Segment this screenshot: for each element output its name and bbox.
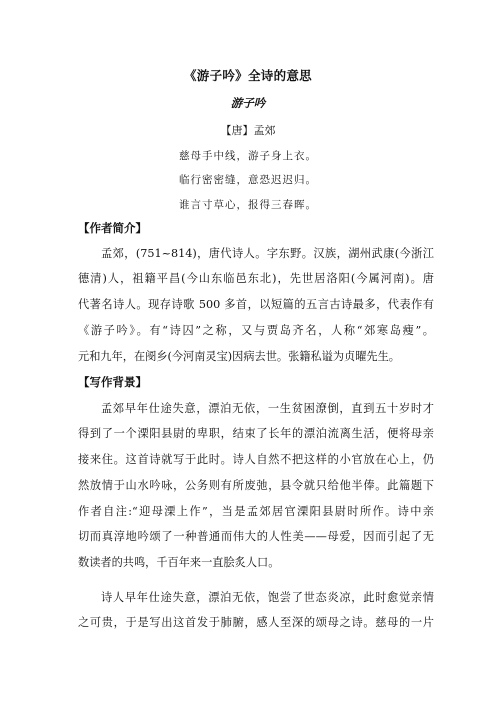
paragraph-line: 代著名诗人。现存诗歌 500 多首，以短篇的五言古诗最多，代表作有	[78, 298, 434, 311]
section-heading-background: 【写作背景】	[78, 375, 147, 389]
section-heading-author-intro: 【作者简介】	[78, 221, 147, 235]
poem-verse: 慈母手中线，游子身上衣。	[179, 150, 317, 162]
paragraph-line: 孟郊早年仕途失意，漂泊无依，一生贫困潦倒，直到五十岁时才	[101, 402, 434, 415]
paragraph-line: 切而真淳地吟颂了一种普通而伟大的人性美——母爱，因而引起了无	[78, 530, 434, 543]
paragraph-line: 得到了一个溧阳县尉的卑职，结束了长年的漂泊流离生活，便将母亲	[78, 427, 434, 440]
paragraph-line: 接来住。这首诗就写于此时。诗人自然不把这样的小官放在心上，仍	[78, 453, 434, 466]
paragraph-line: 之可贵，于是写出这首发于肺腑，感人至深的颂母之诗。慈母的一片	[78, 616, 434, 629]
document-title: 《游子吟》全诗的意思	[183, 68, 312, 83]
paragraph-line: 德清)人，祖籍平昌(今山东临邑东北)，先世居洛阳(今属河南)。唐	[78, 272, 434, 285]
paragraph-line: 数读者的共鸣，千百年来一直脍炙人口。	[78, 556, 280, 569]
paragraph-line: 作者自注:“迎母溧上作”，当是孟郊居官溧阳县尉时所作。诗中亲	[78, 505, 434, 518]
poem-title: 游子吟	[230, 96, 266, 110]
paragraph-line: 元和九年，在阌乡(今河南灵宝)因病去世。张籍私谥为贞曜先生。	[78, 350, 400, 363]
poem-verse: 临行密密缝，意恐迟迟归。	[179, 174, 317, 186]
poem-author: 【唐】孟郊	[220, 124, 276, 137]
paragraph-line: 孟郊，(751~814)，唐代诗人。字东野。汉族，湖州武康(今浙江	[101, 247, 434, 260]
paragraph-line: 诗人早年仕途失意，漂泊无依，饱尝了世态炎凉，此时愈觉亲情	[101, 591, 434, 604]
paragraph-line: 然放情于山水吟咏，公务则有所废弛，县令就只给他半俸。此篇题下	[78, 479, 434, 492]
poem-verse: 谁言寸草心，报得三春晖。	[179, 199, 317, 211]
paragraph-line: 《游子吟》。有“诗囚”之称，又与贾岛齐名，人称“郊寒岛瘦”。	[78, 324, 434, 337]
